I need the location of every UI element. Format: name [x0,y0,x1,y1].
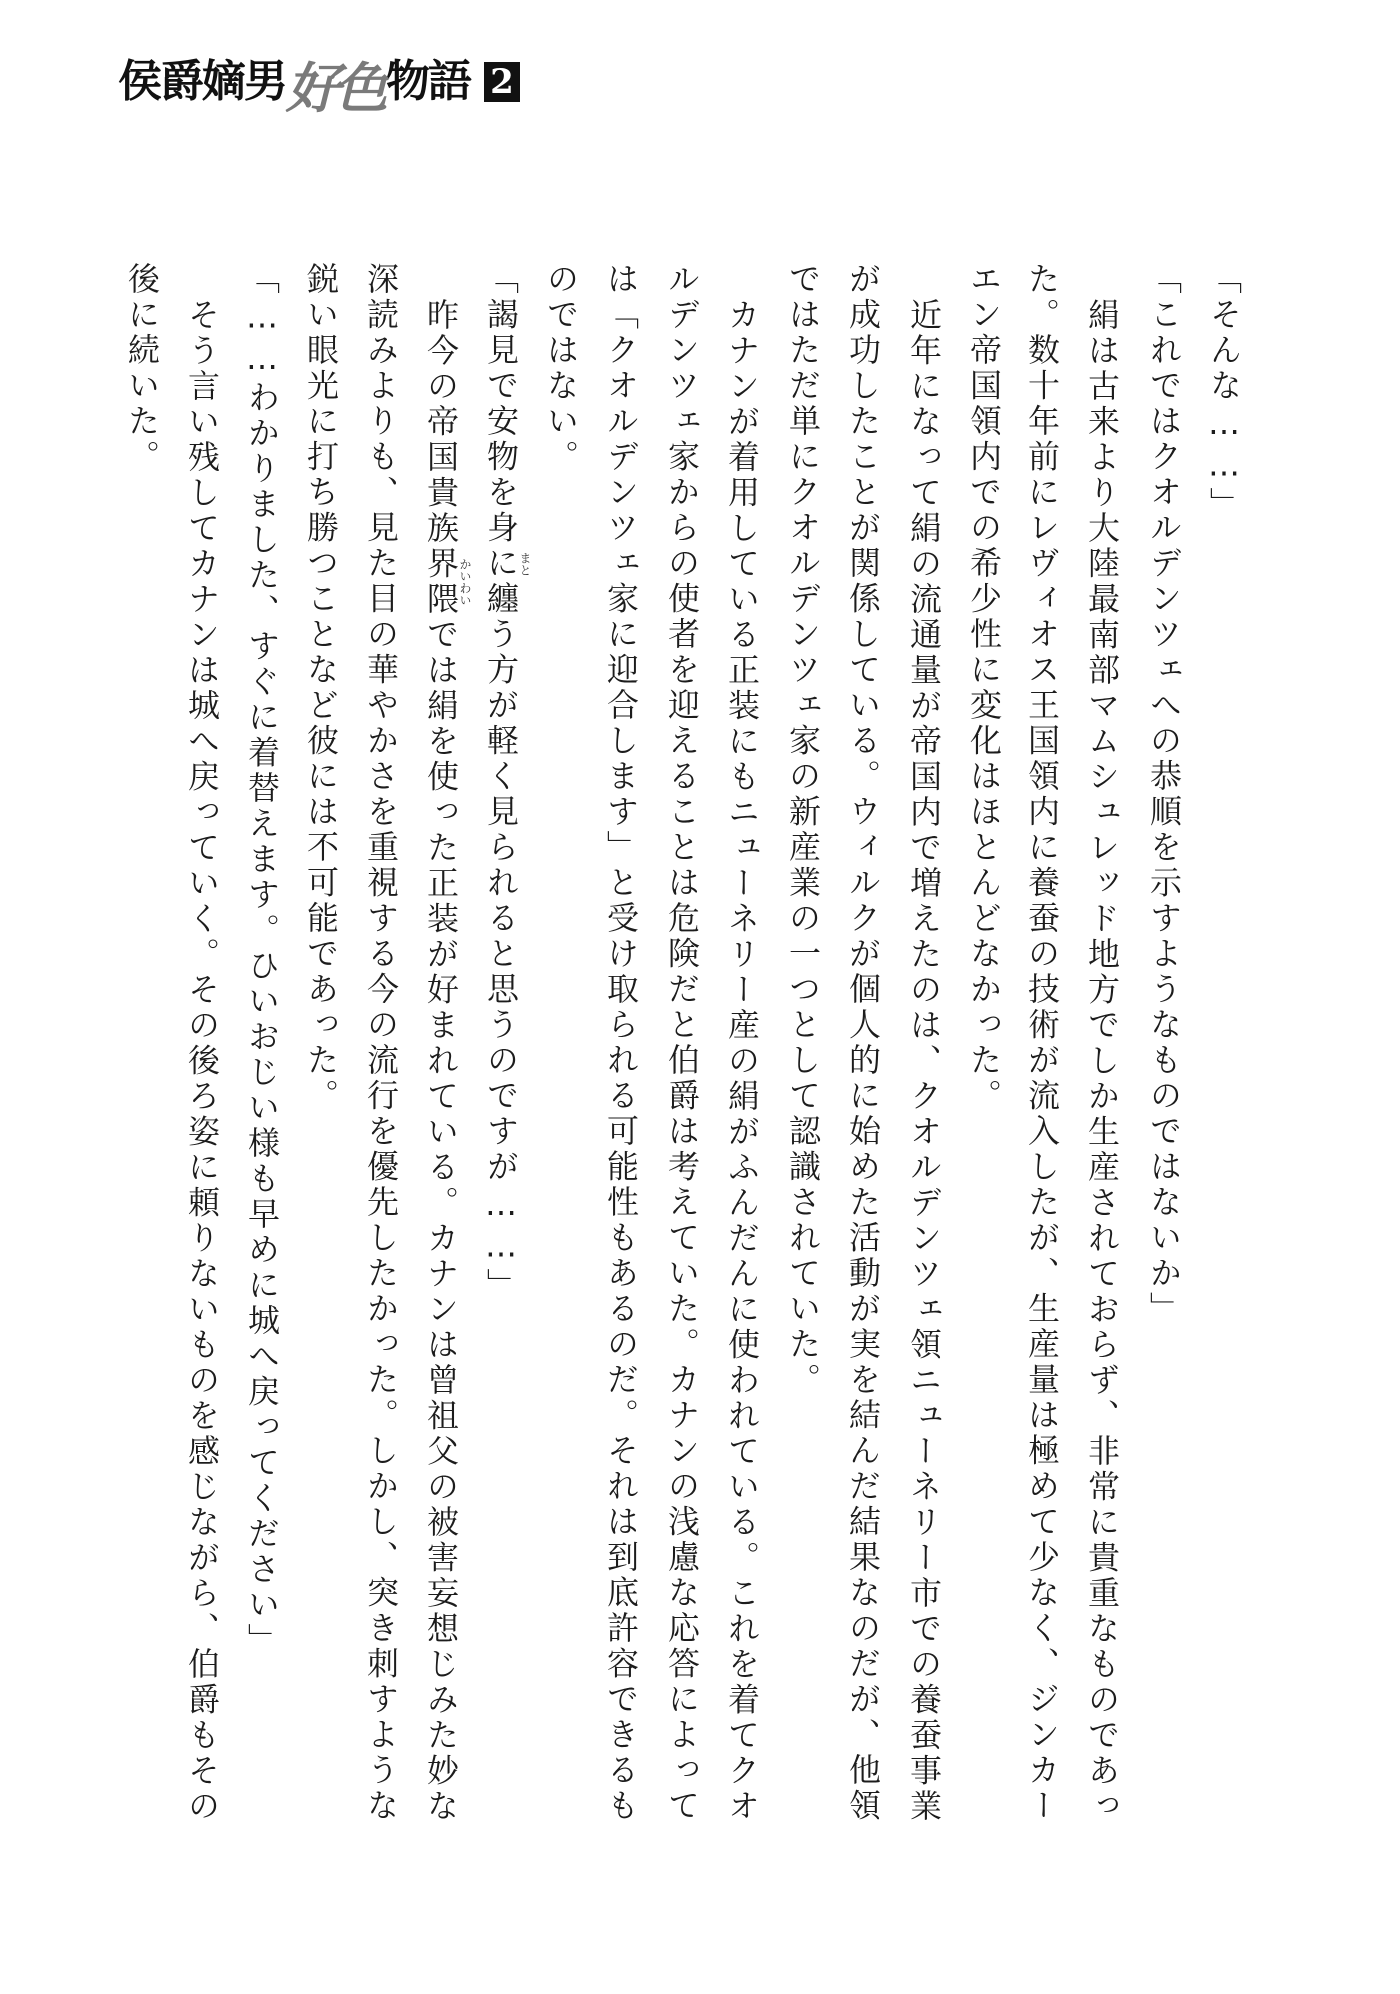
text-column: ではただ単にクオルデンツェ家の新産業の一つとして認識されていた。 [784,262,822,1398]
text-column: そう言い残してカナンは城へ戻っていく。その後ろ姿に頼りないものを感じながら、伯爵もその [183,297,221,1824]
text-column: が成功したことが関係している。ウィルクが個人的に始めた活動が実を結んだ結果なのだが、他領 [844,262,882,1824]
text-column: ルデンツェ家からの使者を迎えることは危険だと伯爵は考えていた。カナンの浅慮な応答によって [663,262,701,1824]
book-title-part-2: 物語 [386,56,470,107]
text-column: は「クオルデンツェ家に迎合します」と受け取られる可能性もあるのだ。それは到底許容できるも [602,262,640,1824]
book-title-part-1: 侯爵嫡男 [118,56,286,107]
text-column-with-furigana: 「謁見で安物を身に纏う方が軽く見られると思うのですが……」 まと [482,262,532,1304]
text-column: 「そんな……」 [1205,262,1243,523]
text-column: 「……わかりました、すぐに着替えます。ひいおじい様も早めに城へ戻ってください」 [243,262,281,1659]
text-column: カナンが着用している正装にもニューネリー産の絹がふんだんに使われている。これを着てクオ [723,297,761,1824]
text-column: 深読みよりも、見た目の華やかさを重視する今の流行を優先したかった。しかし、突き刺すような [362,262,400,1824]
furigana-reading: かいわい [458,557,472,606]
furigana-reading: まと [518,551,532,576]
text-column: 近年になって絹の流通量が帝国内で増えたのは、クオルデンツェ領ニューネリー市での養蚕事業 [905,297,943,1824]
book-title-accent: 好色 [286,56,382,120]
volume-number-badge: 2 [484,62,520,102]
text-column: のではない。 [542,262,580,475]
text-column-with-furigana: 昨今の帝国貴族界隈では絹を使った正装が好まれている。カナンは曾祖父の被害妄想じみた妙な かいわい [422,297,472,1824]
text-column: 絹は古来より大陸最南部マムシュレッド地方でしか生産されておらず、非常に貴重なものであっ [1083,297,1121,1824]
text-column: エン帝国領内での希少性に変化はほとんどなかった。 [965,262,1003,1114]
text-column: 鋭い眼光に打ち勝つことなど彼には不可能であった。 [302,262,340,1114]
text-column: 後に続いた。 [123,262,161,475]
text-column: た。数十年前にレヴィオス王国領内に養蚕の技術が流入したが、生産量は極めて少なく、ジンカー [1023,262,1061,1824]
text-column: 「これではクオルデンツェへの恭順を示すようなものではないか」 [1145,262,1183,1327]
